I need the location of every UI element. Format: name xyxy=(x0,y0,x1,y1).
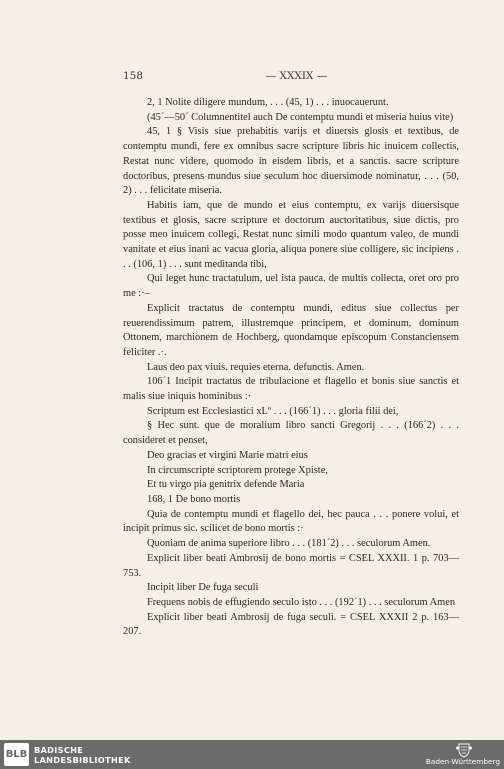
paragraph: 106´1 Incipit tractatus de tribulacione et flagello et bonis siue sanctis et malis siue iniquis hominibus :· xyxy=(123,376,459,403)
paragraph: Scriptum est Ecclesiastici xLº . . . (166´1) . . . gloria filii dei, xyxy=(147,405,399,417)
paragraph: Explicit liber beati Ambrosij de fuga seculi. = CSEL XXXII 2 p. 163—207. xyxy=(123,611,459,638)
paragraph: In circumscripte scriptorem protege Xpiste, xyxy=(147,464,328,476)
library-footer xyxy=(0,740,504,769)
paragraph: 45, 1 § Visis siue prehabitis varijs et diuersis glosis et textibus, de contemptu mundi, fere ex omnibus sacre scripture libris hic inuicem collectis, Restat nunc videre, quomodo in eisdem libris, et a sanctis. sacre scripture doctoribus, presens mundus siue seculum hoc diuersimode nominatur, . . . (50, 2) . . . felicitate miseria. xyxy=(123,126,459,197)
partner-name[interactable]: Baden-Württemberg xyxy=(425,757,500,766)
paragraph: Frequens nobis de effugiendo seculo isto . . . (192´1) . . . seculorum Amen xyxy=(147,596,456,608)
paragraph: Explicit liber beati Ambrosij de bono mortis = CSEL XXXII. 1 p. 703—753. xyxy=(123,552,459,579)
paragraph: Deo gracias et virgini Marie matri eius xyxy=(147,449,308,461)
paragraph: 2, 1 Nolite diligere mundum, . . . (45, 1) . . . inuocauerunt. xyxy=(147,97,389,108)
section-number: — XXXIX — xyxy=(265,70,328,82)
paragraph: Explicit tractatus de contemptu mundi, editus siue collectus per reuerendissimum patrem, illustremque principem, et dominum, dominum Ottonem, marchionem de Hochberg, quondamque episcopum Constanciensem feliciter .·. xyxy=(123,302,459,358)
paragraph: Et tu virgo pia genitrix defende Maria xyxy=(147,479,305,491)
page-number: 158 xyxy=(123,70,144,82)
page-body xyxy=(123,96,459,640)
page-header xyxy=(123,70,470,86)
paragraph: § Hec sunt. que de moralium libro sancti Gregorij . . . (166´2) . . . consideret et penset, xyxy=(123,420,459,447)
paragraph: 168, 1 De bono mortis xyxy=(147,493,241,505)
paragraph: Incipit liber De fuga seculi xyxy=(147,582,259,594)
coat-of-arms-icon xyxy=(455,742,473,758)
library-name[interactable] xyxy=(34,745,131,765)
blb-logo[interactable]: BLB xyxy=(4,743,29,766)
paragraph: Habitis iam, que de mundo et eius contemptu, ex varijs diuersisque textibus et glosis, sacre scripture et doctorum auctoritatibus, siue dictis, pro posse meo inuicem collegi, Restat nunc simili modo quantum valeo, de mundi vanitate et eius inani ac vacua gloria, aliqua ponere siue colligere, sic incipiens . . . (106, 1) . . . sunt meditanda tibi, xyxy=(123,199,459,270)
paragraph: Quoniam de anima superiore libro . . . (181´2) . . . seculorum Amen. xyxy=(147,538,431,550)
library-name-line2: LANDESBIBLIOTHEK xyxy=(34,755,131,765)
paragraph: Qui leget hunc tractatulum, uel ista pauca. de multis collecta, oret oro pro me :·– xyxy=(123,273,459,300)
paragraph: Laus deo pax viuis. requies eterna. defunctis. Amen. xyxy=(147,361,365,373)
paragraph: Quia de contemptu mundi et flagello dei, hec pauca . . . ponere volui, et incipit primus sic. scilicet de bono mortis :· xyxy=(123,508,459,535)
paragraph: (45´—50´ Columnentitel auch De contemptu mundi et miseria huius vite) xyxy=(147,111,454,123)
library-name-line1: BADISCHE xyxy=(34,745,84,755)
